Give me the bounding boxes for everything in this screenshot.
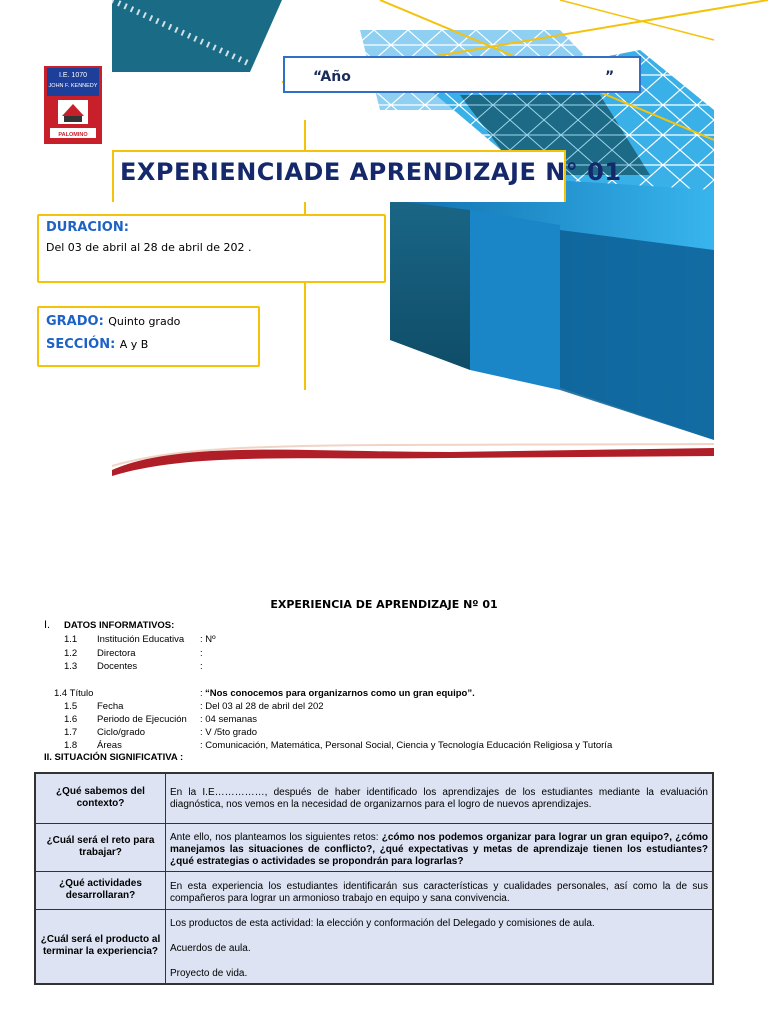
info-num: 1.8 xyxy=(64,740,78,751)
info-label: Docentes xyxy=(97,661,138,672)
question-cell: ¿Cuál será el reto para trabajar? xyxy=(35,823,166,871)
info-label: Periodo de Ejecución xyxy=(97,714,187,725)
question-cell: ¿Qué sabemos del contexto? xyxy=(35,773,166,823)
grade-label: GRADO: xyxy=(46,314,104,329)
titulo-colon: : xyxy=(200,688,203,699)
table-row xyxy=(35,909,713,984)
section1-title: DATOS INFORMATIVOS: xyxy=(64,620,175,631)
table-row xyxy=(35,871,713,909)
answer-line: Acuerdos de aula. xyxy=(170,942,251,954)
info-num: 1.6 xyxy=(64,714,78,725)
duration-value: Del 03 de abril al 28 de abril de 202 . xyxy=(46,241,252,254)
info-num: 1.5 xyxy=(64,701,78,712)
duration-label: DURACION: xyxy=(46,220,129,235)
grade-row xyxy=(46,312,180,330)
info-value: : Comunicación, Matemática, Personal Social, Ciencia y Tecnología Educación Religiosa y Tutoría xyxy=(200,740,613,751)
svg-text:I.E. 1070: I.E. 1070 xyxy=(58,72,88,79)
info-num: 1.7 xyxy=(64,727,78,738)
grade-section-box xyxy=(37,306,260,367)
table-row xyxy=(35,773,713,823)
section-label: SECCIÓN: xyxy=(46,337,116,352)
duration-box xyxy=(37,214,386,283)
school-logo xyxy=(44,66,102,144)
answer-cell: En esta experiencia los estudiantes identificarán sus características y cualidades personales, así como la de sus compañeros para lograr un armonioso trabajo en equipo y sana convivencia. xyxy=(166,871,714,909)
svg-text:PALOMINO: PALOMINO xyxy=(58,132,88,138)
info-label: Áreas xyxy=(97,740,122,751)
info-value: : Del 03 al 28 de abril del 202 xyxy=(200,701,324,712)
info-label: Fecha xyxy=(97,701,124,712)
year-banner xyxy=(283,56,641,93)
crimson-swoosh xyxy=(112,448,714,476)
doc-title: EXPERIENCIA DE APRENDIZAJE Nº 01 xyxy=(270,598,498,611)
cover-title-box xyxy=(112,150,622,202)
grade-value: Quinto grado xyxy=(108,315,181,328)
answer-cell xyxy=(166,823,714,871)
info-value: : xyxy=(200,661,203,672)
answer-line: Los productos de esta actividad: la elección y conformación del Delegado y comisiones de aula. xyxy=(170,917,595,929)
year-close-text: ” xyxy=(605,69,615,85)
info-value: : xyxy=(200,648,203,659)
titulo-value: “Nos conocemos para organizarnos como un gran equipo”. xyxy=(205,688,475,699)
answer-line: Proyecto de vida. xyxy=(170,967,248,979)
info-num: 1.2 xyxy=(64,648,78,659)
info-num: 1.1 xyxy=(64,634,78,645)
question-cell: ¿Qué actividades desarrollaran? xyxy=(35,871,166,909)
info-num: 1.3 xyxy=(64,661,78,672)
year-open-text: “Año xyxy=(313,69,351,85)
school-shield-icon xyxy=(44,66,102,144)
teal-slab xyxy=(390,200,470,370)
svg-text:JOHN F. KENNEDY: JOHN F. KENNEDY xyxy=(48,83,98,89)
section-row xyxy=(46,335,148,353)
situation-table xyxy=(34,772,714,985)
cover-title: EXPERIENCIADE APRENDIZAJE N° 01 xyxy=(120,158,622,186)
section1-number: I. xyxy=(44,619,51,631)
section-value: A y B xyxy=(119,338,149,351)
info-value: : 04 semanas xyxy=(200,714,258,725)
info-label: Ciclo/grado xyxy=(97,727,146,738)
answer-bold: ¿cómo nos podemos organizar para lograr un gran equipo?, ¿cómo manejamos las situaciones de conflicto?, ¿qué expectativas y metas de aprendizaje tienen los estudiantes? ¿qué estrategias o actividades se propondrán para lograrlas? xyxy=(170,831,708,867)
info-value: : Nº xyxy=(200,634,216,645)
answer-cell xyxy=(166,909,714,984)
titulo-label: 1.4 Título xyxy=(54,688,94,699)
answer-cell: En la I.E……………, después de haber identificado los aprendizajes de los estudiantes mediante la evaluación diagnóstica, nos vemos en la necesidad de organizarnos para el logro de nuevos aprendizajes. xyxy=(166,773,714,823)
info-value: : V /5to grado xyxy=(200,727,258,738)
section2-title: II. SITUACIÓN SIGNIFICATIVA : xyxy=(44,752,184,763)
top-left-band xyxy=(112,0,282,72)
info-label: Institución Educativa xyxy=(97,634,185,645)
table-row xyxy=(35,823,713,871)
answer-intro: Ante ello, nos planteamos los siguientes retos: xyxy=(170,831,382,843)
question-cell: ¿Cuál será el producto al terminar la experiencia? xyxy=(35,909,166,984)
info-label: Directora xyxy=(97,648,136,659)
